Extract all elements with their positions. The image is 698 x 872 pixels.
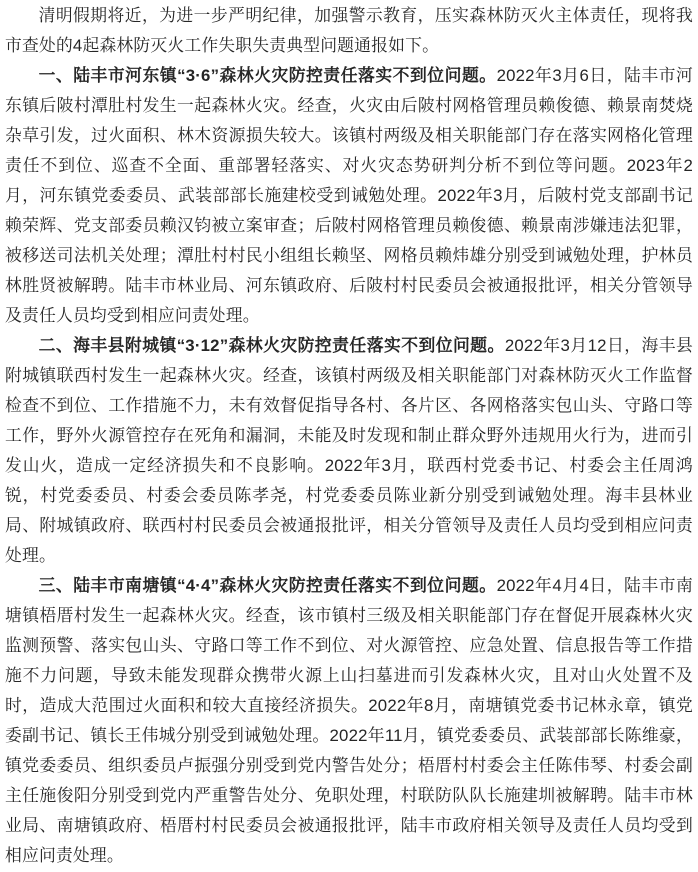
case-1-paragraph <box>5 61 693 331</box>
intro-text: 清明假期将近，为进一步严明纪律，加强警示教育，压实森林防灭火主体责任，现将我市查处的4起森林防灭火工作失职失责典型问题通报如下。 <box>5 6 693 55</box>
case-2-heading: 二、海丰县附城镇“3·12”森林火灾防控责任落实不到位问题。 <box>38 336 505 355</box>
case-3-body: 2022年4月4日，陆丰市南塘镇梧厝村发生一起森林火灾。经查，该市镇村三级及相关职能部门存在督促开展森林火灾监测预警、落实包山头、守路口等工作不到位、对火源管控、应急处置、信息报告等工作措施不力问题，导致未能发现群众携带火源上山扫墓进而引发森林火灾，且对山火处置不及时，造成大范围过火面积和较大直接经济损失。2022年8月，南塘镇党委书记林永章，镇党委副书记、镇长王伟城分别受到诫勉处理。2022年11月，镇党委委员、武装部部长陈维豪，镇党委委员、组织委员卢振强分别受到党内警告处分；梧厝村村委会主任陈伟琴、村委会副主任施俊阳分别受到党内严重警告处分、免职处理，村联防队队长施建圳被解聘。陆丰市林业局、南塘镇政府、梧厝村村民委员会被通报批评，陆丰市政府相关领导及责任人员均受到相应问责处理。 <box>5 576 693 865</box>
case-1-heading: 一、陆丰市河东镇“3·6”森林火灾防控责任落实不到位问题。 <box>38 66 497 85</box>
case-1-body: 2022年3月6日，陆丰市河东镇后陂村潭肚村发生一起森林火灾。经查，火灾由后陂村网格管理员赖俊德、赖景南焚烧杂草引发，过火面积、林木资源损失较大。该镇村两级及相关职能部门存在落实网格化管理责任不到位、巡查不全面、重部署轻落实、对火灾态势研判分析不到位等问题。2023年2月，河东镇党委委员、武装部部长施建校受到诫勉处理。2022年3月，后陂村党支部副书记赖荣辉、党支部委员赖汉钧被立案审查；后陂村网格管理员赖俊德、赖景南涉嫌违法犯罪，被移送司法机关处理；潭肚村村民小组组长赖坚、网格员赖炜雄分别受到诫勉处理，护林员林胜贤被解聘。陆丰市林业局、河东镇政府、后陂村村民委员会被通报批评，相关分管领导及责任人员均受到相应问责处理。 <box>5 66 693 325</box>
case-3-heading: 三、陆丰市南塘镇“4·4”森林火灾防控责任落实不到位问题。 <box>38 576 497 595</box>
intro-paragraph <box>5 1 693 61</box>
case-2-paragraph <box>5 331 693 571</box>
case-2-body: 2022年3月12日，海丰县附城镇联西村发生一起森林火灾。经查，该镇村两级及相关职能部门对森林防灭火工作监督检查不到位、工作措施不力，未有效督促指导各村、各片区、各网格落实包山头、守路口等工作，野外火源管控存在死角和漏洞，未能及时发现和制止群众野外违规用火行为，进而引发山火，造成一定经济损失和不良影响。2022年3月，联西村党委书记、村委会主任周鸿锐，村党委委员、村委会委员陈孝尧，村党委委员陈业新分别受到诫勉处理。海丰县林业局、附城镇政府、联西村村民委员会被通报批评，相关分管领导及责任人员均受到相应问责处理。 <box>5 336 693 565</box>
case-3-paragraph <box>5 571 693 871</box>
